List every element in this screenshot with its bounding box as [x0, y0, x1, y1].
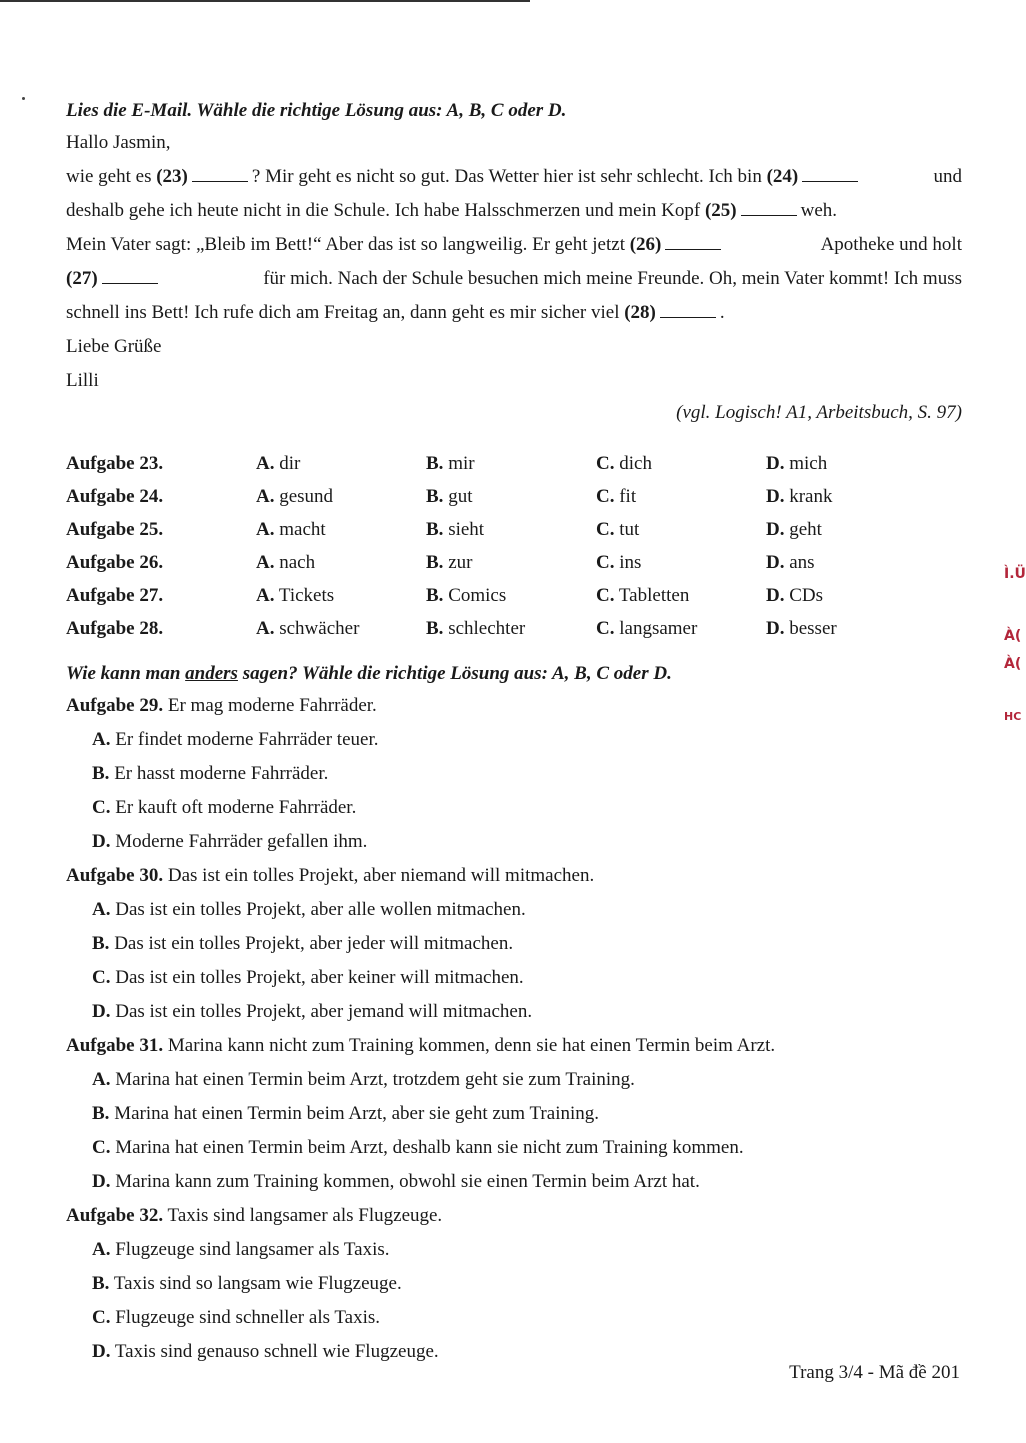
option-letter: D. — [766, 453, 785, 474]
answer-option-c — [596, 579, 766, 612]
email-line-5: schnell ins Bett! Ich rufe dich am Freitag an, dann geht es mir sicher viel (28) . — [66, 302, 725, 323]
email-text — [66, 126, 962, 398]
option-text: Taxis sind genauso schnell wie Flugzeuge. — [114, 1341, 439, 1362]
page-content — [66, 96, 962, 1369]
option-text: langsamer — [619, 618, 698, 639]
answer-row — [66, 579, 916, 612]
option-text: schlechter — [448, 618, 526, 639]
page-footer: Trang 3/4 - Mã đề 201 — [789, 1362, 960, 1383]
option-text: Das ist ein tolles Projekt, aber alle wollen mitmachen. — [115, 899, 526, 920]
option-text: geht — [789, 519, 822, 540]
answer-option-d — [766, 579, 916, 612]
task-option — [66, 757, 962, 791]
stamp-fragment: HC — [1004, 710, 1022, 723]
task-question — [66, 859, 962, 893]
instruction-heading-paraphrase: Wie kann man anders sagen? Wähle die richtige Lösung aus: A, B, C oder D. — [66, 663, 672, 684]
option-text: Marina hat einen Termin beim Arzt, trotzdem geht sie zum Training. — [115, 1069, 635, 1090]
option-text: Marina kann zum Training kommen, obwohl sie einen Termin beim Arzt hat. — [115, 1171, 700, 1192]
option-letter: B. — [426, 618, 444, 639]
option-letter: A. — [92, 899, 111, 920]
option-text: dich — [619, 453, 652, 474]
task-option — [66, 1165, 962, 1199]
option-text: besser — [789, 618, 837, 639]
task-option — [66, 1301, 962, 1335]
option-letter: C. — [596, 618, 615, 639]
option-text: Tickets — [278, 585, 335, 606]
option-text: tut — [619, 519, 640, 540]
task-label: Aufgabe 27. — [66, 585, 164, 606]
task-question — [66, 1199, 962, 1233]
option-letter: B. — [426, 453, 444, 474]
option-text: CDs — [789, 585, 824, 606]
stamp-fragment: À( — [1004, 656, 1022, 672]
task-label: Aufgabe 23. — [66, 453, 164, 474]
answer-option-a — [256, 579, 426, 612]
answer-option-d — [766, 447, 916, 480]
option-letter: D. — [92, 1171, 111, 1192]
gap-26-blank — [665, 248, 721, 250]
gap-27-blank — [102, 282, 158, 284]
gap-27-number: (27) — [66, 268, 98, 289]
answer-option-c — [596, 612, 766, 645]
option-letter: C. — [596, 519, 615, 540]
task-option — [66, 791, 962, 825]
option-text: dir — [279, 453, 301, 474]
option-letter: D. — [766, 618, 785, 639]
option-text: Marina hat einen Termin beim Arzt, aber sie geht zum Training. — [114, 1103, 600, 1124]
stamp-fragment: À( — [1004, 628, 1022, 644]
option-letter: B. — [426, 552, 444, 573]
option-text: gesund — [279, 486, 334, 507]
task-option — [66, 1267, 962, 1301]
gap-26-number: (26) — [629, 234, 662, 255]
answer-option-d — [766, 546, 916, 579]
option-letter: A. — [256, 552, 275, 573]
answer-option-d — [766, 612, 916, 645]
task-option — [66, 961, 962, 995]
answer-option-c — [596, 447, 766, 480]
option-text: Flugzeuge sind schneller als Taxis. — [115, 1307, 381, 1328]
option-letter: A. — [256, 453, 275, 474]
answer-option-c — [596, 513, 766, 546]
source-citation: (vgl. Logisch! A1, Arbeitsbuch, S. 97) — [676, 402, 962, 423]
option-text: nach — [279, 552, 316, 573]
option-letter: C. — [596, 453, 615, 474]
option-letter: B. — [426, 486, 444, 507]
gap-24-number: (24) — [766, 166, 799, 187]
option-text: ans — [789, 552, 815, 573]
option-letter: B. — [92, 1273, 110, 1294]
option-letter: C. — [92, 797, 111, 818]
gap-23-blank — [192, 180, 248, 182]
task-label: Aufgabe 25. — [66, 519, 164, 540]
task-text: Taxis sind langsamer als Flugzeuge. — [167, 1205, 443, 1226]
option-text: sieht — [448, 519, 485, 540]
answer-option-c — [596, 546, 766, 579]
option-text: zur — [448, 552, 473, 573]
option-letter: A. — [256, 486, 275, 507]
option-letter: A. — [92, 729, 111, 750]
option-letter: A. — [92, 1239, 111, 1260]
option-text: Tabletten — [618, 585, 690, 606]
option-text: Flugzeuge sind langsamer als Taxis. — [115, 1239, 390, 1260]
answer-row — [66, 447, 916, 480]
option-letter: A. — [256, 519, 275, 540]
option-letter: B. — [92, 1103, 110, 1124]
paraphrase-section — [66, 659, 962, 1369]
option-text: Er findet moderne Fahrräder teuer. — [115, 729, 379, 750]
option-text: mir — [448, 453, 475, 474]
task-label: Aufgabe 32. — [66, 1205, 164, 1226]
option-text: macht — [279, 519, 326, 540]
instruction-heading-email: Lies die E-Mail. Wähle die richtige Lösung aus: A, B, C oder D. — [66, 100, 567, 121]
option-text: Das ist ein tolles Projekt, aber jemand will mitmachen. — [115, 1001, 533, 1022]
option-letter: C. — [596, 552, 615, 573]
answer-option-a — [256, 612, 426, 645]
answer-option-b — [426, 546, 596, 579]
task-option — [66, 1063, 962, 1097]
task-label: Aufgabe 30. — [66, 865, 164, 886]
answer-option-d — [766, 513, 916, 546]
option-letter: D. — [92, 1341, 111, 1362]
stamp-fragment: Ì.Ü — [1004, 566, 1026, 582]
option-text: Marina hat einen Termin beim Arzt, deshalb kann sie nicht zum Training kommen. — [115, 1137, 744, 1158]
task-option — [66, 1131, 962, 1165]
emphasis-anders: anders — [185, 663, 238, 684]
option-letter: A. — [256, 618, 275, 639]
answer-option-b — [426, 579, 596, 612]
option-text: Comics — [448, 585, 507, 606]
answer-option-c — [596, 480, 766, 513]
option-letter: B. — [426, 585, 444, 606]
option-text: ins — [619, 552, 642, 573]
option-text: mich — [789, 453, 828, 474]
task-option — [66, 825, 962, 859]
task-text: Er mag moderne Fahrräder. — [167, 695, 377, 716]
answer-table — [66, 447, 916, 645]
option-letter: A. — [92, 1069, 111, 1090]
task-label: Aufgabe 29. — [66, 695, 164, 716]
option-letter: A. — [256, 585, 275, 606]
task-option — [66, 1097, 962, 1131]
task-label: Aufgabe 31. — [66, 1035, 164, 1056]
gap-24-blank — [802, 180, 858, 182]
option-letter: D. — [92, 1001, 111, 1022]
answer-option-b — [426, 612, 596, 645]
gap-28-number: (28) — [624, 302, 656, 323]
gap-25-number: (25) — [704, 200, 737, 221]
scan-dot — [22, 97, 25, 100]
answer-option-b — [426, 447, 596, 480]
option-text: Moderne Fahrräder gefallen ihm. — [115, 831, 368, 852]
answer-row — [66, 612, 916, 645]
task-text: Das ist ein tolles Projekt, aber niemand will mitmachen. — [167, 865, 595, 886]
email-line-1: wie geht es (23) ? Mir geht es nicht so gut. Das Wetter hier ist sehr schlecht. Ich bin (24) und — [66, 166, 962, 187]
answer-option-d — [766, 480, 916, 513]
answer-row — [66, 546, 916, 579]
task-label: Aufgabe 26. — [66, 552, 164, 573]
option-text: Das ist ein tolles Projekt, aber keiner will mitmachen. — [115, 967, 524, 988]
option-letter: D. — [92, 831, 111, 852]
email-greeting: Hallo Jasmin, — [66, 132, 171, 153]
option-letter: C. — [92, 967, 111, 988]
option-letter: C. — [92, 1307, 111, 1328]
answer-option-a — [256, 546, 426, 579]
email-line-3: Mein Vater sagt: „Bleib im Bett!“ Aber das ist so langweilig. Er geht jetzt (26) Apotheke und holt — [66, 234, 962, 255]
task-option — [66, 723, 962, 757]
answer-row — [66, 480, 916, 513]
option-text: gut — [448, 486, 473, 507]
task-label: Aufgabe 28. — [66, 618, 164, 639]
task-option — [66, 893, 962, 927]
task-label: Aufgabe 24. — [66, 486, 164, 507]
answer-option-a — [256, 513, 426, 546]
task-option — [66, 1233, 962, 1267]
task-list — [66, 689, 962, 1369]
email-closing: Liebe Grüße — [66, 336, 162, 357]
gap-28-blank — [660, 316, 716, 318]
task-option — [66, 927, 962, 961]
answer-option-a — [256, 447, 426, 480]
option-text: fit — [619, 486, 637, 507]
task-question — [66, 689, 962, 723]
gap-25-blank — [741, 214, 797, 216]
option-letter: C. — [596, 585, 615, 606]
email-signature: Lilli — [66, 370, 99, 391]
option-text: Er hasst moderne Fahrräder. — [114, 763, 329, 784]
option-letter: D. — [766, 486, 785, 507]
option-text: Er kauft oft moderne Fahrräder. — [115, 797, 357, 818]
option-text: Taxis sind so langsam wie Flugzeuge. — [113, 1273, 402, 1294]
option-text: Das ist ein tolles Projekt, aber jeder will mitmachen. — [114, 933, 514, 954]
option-letter: D. — [766, 552, 785, 573]
option-letter: B. — [92, 763, 110, 784]
option-letter: C. — [596, 486, 615, 507]
email-line-4: (27) für mich. Nach der Schule besuchen mich meine Freunde. Oh, mein Vater kommt! Ich muss — [66, 268, 962, 289]
answer-row — [66, 513, 916, 546]
answer-option-b — [426, 513, 596, 546]
answer-option-b — [426, 480, 596, 513]
option-letter: C. — [92, 1137, 111, 1158]
email-line-2: deshalb gehe ich heute nicht in die Schule. Ich habe Halsschmerzen und mein Kopf (25) weh. — [66, 200, 837, 221]
option-letter: D. — [766, 585, 785, 606]
task-text: Marina kann nicht zum Training kommen, denn sie hat einen Termin beim Arzt. — [167, 1035, 776, 1056]
option-letter: B. — [426, 519, 444, 540]
option-letter: B. — [92, 933, 110, 954]
top-rule — [0, 0, 530, 2]
option-text: schwächer — [279, 618, 360, 639]
gap-23-number: (23) — [156, 166, 188, 187]
option-letter: D. — [766, 519, 785, 540]
answer-option-a — [256, 480, 426, 513]
option-text: krank — [789, 486, 833, 507]
task-option — [66, 995, 962, 1029]
task-question — [66, 1029, 962, 1063]
